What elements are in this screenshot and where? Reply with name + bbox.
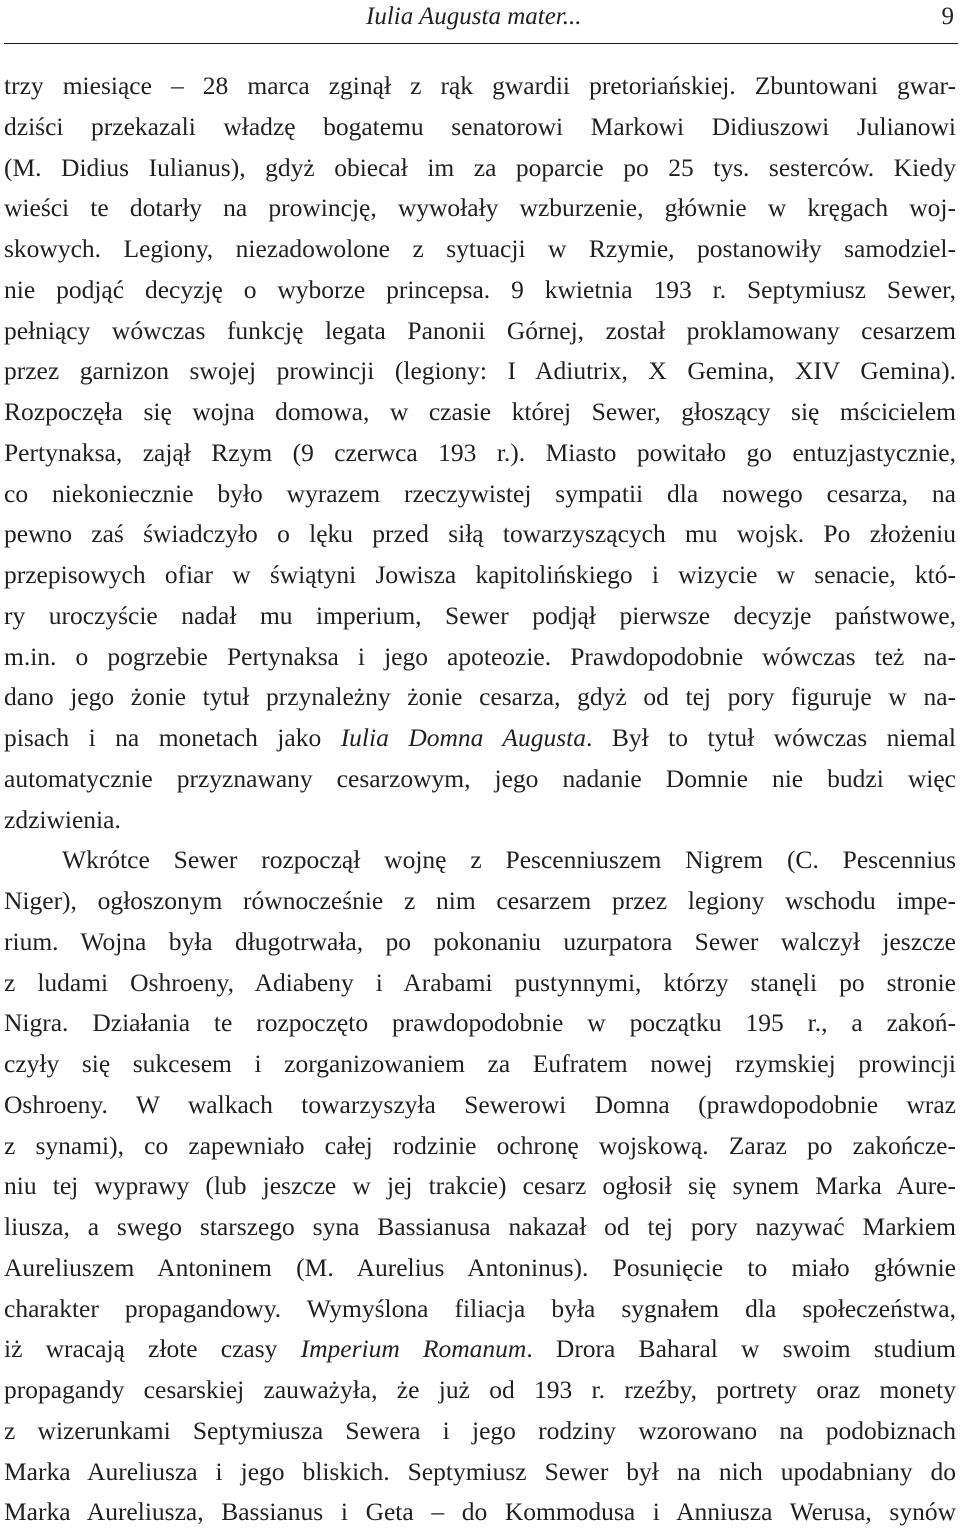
text-line <box>4 1085 956 1126</box>
text-segment: propagandy cesarskiej zauważyła, że już od 193 r. rzeźby, portrety oraz monety <box>4 1375 956 1404</box>
text-line <box>4 392 956 433</box>
text-segment: pisach i na monetach jako <box>4 723 341 752</box>
text-segment: przez garnizon swojej prowincji (legiony: I Adiutrix, X Gemina, XIV Gemina). <box>4 356 956 386</box>
text-line <box>4 474 956 515</box>
text-line <box>4 677 956 718</box>
text-segment: charakter propagandowy. Wymyślona filiacja była sygnałem dla społeczeństwa, <box>4 1293 956 1323</box>
text-segment: co niekoniecznie było wyrazem rzeczywistej sympatii dla nowego cesarza, na <box>4 478 956 508</box>
text-segment: dano jego żonie tytuł przynależny żonie cesarza, gdyż od tej pory figuruje w na- <box>4 682 956 712</box>
text-segment: Rozpoczęła się wojna domowa, w czasie której Sewer, głoszący się mścicielem <box>4 397 956 426</box>
text-line <box>4 1329 956 1370</box>
text-line <box>4 66 956 107</box>
text-line <box>4 188 956 229</box>
text-line <box>4 1452 956 1493</box>
running-title: Iulia Augusta mater... <box>366 3 582 30</box>
text-line <box>4 1492 956 1533</box>
text-line <box>4 107 956 148</box>
text-line <box>4 840 956 881</box>
text-segment: Wkrótce Sewer rozpoczął wojnę z Pescenniuszem Nigrem (C. Pescennius <box>62 845 956 875</box>
text-line <box>4 800 956 841</box>
text-segment: iż wracają złote czasy <box>4 1334 301 1364</box>
text-segment: . Był to tytuł wówczas niemal <box>586 723 956 752</box>
text-segment: (M. Didius Iulianus), gdyż obiecał im za poparcie po 25 tys. sesterców. Kiedy <box>4 152 956 182</box>
text-segment: wieści te dotarły na prowincję, wywołały wzburzenie, głównie w kręgach woj- <box>4 193 956 223</box>
italic-term: Imperium Romanum <box>300 1334 527 1364</box>
text-segment: zdziwienia. <box>4 804 121 834</box>
text-line <box>4 311 956 352</box>
text-segment: m.in. o pogrzebie Pertynaksa i jego apoteozie. Prawdopodobnie wówczas też na- <box>4 641 956 671</box>
text-segment: z ludami Oshroeny, Adiabeny i Arabami pustynnymi, którzy stanęli po stronie <box>4 967 956 997</box>
text-segment: automatycznie przyznawany cesarzowym, jego nadanie Domnie nie budzi więc <box>4 763 956 793</box>
text-line <box>4 1370 956 1411</box>
text-segment: ry uroczyście nadał mu imperium, Sewer podjął pierwsze decyzje państwowe, <box>4 600 956 630</box>
text-segment: przepisowych ofiar w świątyni Jowisza kapitolińskiego i wizycie w senacie, któ- <box>4 560 956 589</box>
text-line <box>4 148 956 189</box>
text-line <box>4 229 956 270</box>
text-segment: Marka Aureliusza, Bassianus i Geta – do Kommodusa i Anniusza Werusa, synów <box>4 1497 956 1527</box>
text-line <box>4 433 956 474</box>
text-line <box>4 1003 956 1044</box>
text-segment: Oshroeny. W walkach towarzyszyła Sewerowi Domna (prawdopodobnie wraz <box>4 1089 956 1119</box>
text-segment: liusza, a swego starszego syna Bassianusa nakazał od tej pory nazywać Markiem <box>4 1212 956 1241</box>
text-segment: trzy miesiące – 28 marca zginął z rąk gwardii pretoriańskiej. Zbuntowani gwar- <box>4 71 956 100</box>
text-line <box>4 555 956 596</box>
text-line <box>4 1044 956 1085</box>
text-segment: nie podjąć decyzję o wyborze princepsa. 9 kwietnia 193 r. Septymiusz Sewer, <box>4 274 956 304</box>
text-line <box>4 1289 956 1330</box>
text-segment: rium. Wojna była długotrwała, po pokonaniu uzurpatora Sewer walczył jeszcze <box>4 926 956 956</box>
text-line <box>4 1166 956 1207</box>
header-rule <box>4 43 958 44</box>
text-line <box>4 759 956 800</box>
page-header <box>0 0 960 46</box>
text-line <box>4 963 956 1004</box>
text-line <box>4 718 956 759</box>
text-line <box>4 922 956 963</box>
text-segment: Niger), ogłoszonym równocześnie z nim cesarzem przez legiony wschodu impe- <box>4 886 956 915</box>
text-segment: czyły się sukcesem i zorganizowaniem za Eufratem nowej rzymskiej prowincji <box>4 1049 956 1078</box>
text-segment: Aureliuszem Antoninem (M. Aurelius Antoninus). Posunięcie to miało głównie <box>4 1252 956 1282</box>
text-line <box>4 596 956 637</box>
text-line <box>4 881 956 922</box>
text-line <box>4 1248 956 1289</box>
text-line <box>4 1126 956 1167</box>
text-segment: pełniący wówczas funkcję legata Panonii Górnej, został proklamowany cesarzem <box>4 315 956 345</box>
text-line <box>4 1207 956 1248</box>
text-segment: niu tej wyprawy (lub jeszcze w jej trakcie) cesarz ogłosił się synem Marka Aure- <box>4 1171 956 1201</box>
text-segment: dziści przekazali władzę bogatemu senatorowi Markowi Didiuszowi Julianowi <box>4 111 956 141</box>
page-number: 9 <box>941 3 954 30</box>
text-segment: z wizerunkami Septymiusza Sewera i jego rodziny wzorowano na podobiznach <box>4 1415 956 1445</box>
body-text <box>4 66 956 1533</box>
text-segment: pewno zaś świadczyło o lęku przed siłą towarzyszących mu wojsk. Po złożeniu <box>4 519 956 549</box>
text-segment: . Drora Baharal w swoim studium <box>526 1334 956 1364</box>
text-line <box>4 637 956 678</box>
italic-term: Iulia Domna Augusta <box>340 723 586 752</box>
text-segment: Pertynaksa, zajął Rzym (9 czerwca 193 r.). Miasto powitało go entuzjastycznie, <box>4 437 956 467</box>
text-line <box>4 351 956 392</box>
text-line <box>4 1411 956 1452</box>
text-line <box>4 270 956 311</box>
text-segment: z synami), co zapewniało całej rodzinie ochronę wojskową. Zaraz po zakończe- <box>4 1130 956 1160</box>
text-segment: Marka Aureliusza i jego bliskich. Septymiusz Sewer był na nich upodabniany do <box>4 1456 956 1486</box>
text-line <box>4 514 956 555</box>
text-segment: Nigra. Działania te rozpoczęto prawdopodobnie w początku 195 r., a zakoń- <box>4 1008 956 1038</box>
text-segment: skowych. Legiony, niezadowolone z sytuacji w Rzymie, postanowiły samodziel- <box>4 234 956 263</box>
